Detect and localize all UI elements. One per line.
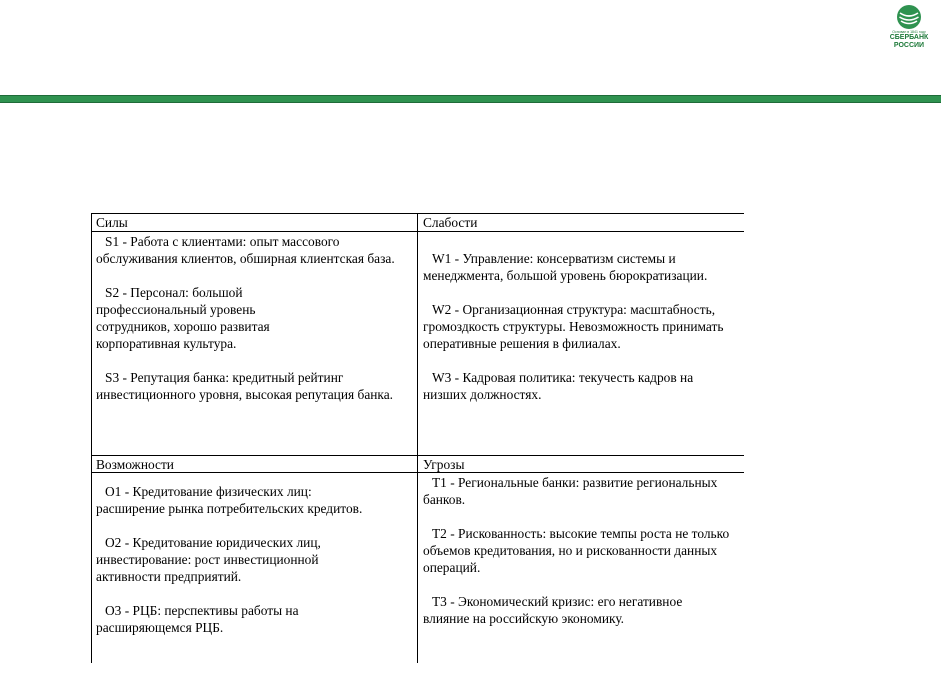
sberbank-emblem-icon: [896, 4, 922, 30]
strength-item-s3: S3 - Репутация банка: кредитный рейтинг инвестиционного уровня, высокая репутация банка.: [96, 370, 394, 402]
strength-item-s2: S2 - Персонал: большой профессиональный уровень сотрудников, хорошо развитая корпоративная культура.: [96, 285, 270, 351]
opportunities-header: Возможности: [96, 457, 174, 472]
weaknesses-header: Слабости: [423, 215, 478, 230]
opportunity-item-o3: O3 - РЦБ: перспективы работы на расширяющемся РЦБ.: [96, 603, 299, 635]
strength-item-s1: S1 - Работа с клиентами: опыт массового обслуживания клиентов, обширная клиентская база.: [96, 234, 395, 266]
threats-header: Угрозы: [423, 457, 465, 472]
column-divider: [417, 213, 418, 663]
opportunity-item-o2: O2 - Кредитование юридических лиц, инвестирование: рост инвестиционной активности предприятий.: [96, 535, 321, 584]
logo-name-line1: СБЕРБАНК: [889, 34, 929, 41]
table-left-border: [91, 213, 92, 663]
weakness-item-w2: W2 - Организационная структура: масштабность, громоздкость структуры. Невозможность принимать оперативные решения в филиалах.: [423, 302, 724, 351]
header-band: [0, 95, 941, 103]
weakness-item-w1: W1 - Управление: консерватизм системы и менеджмента, большой уровень бюрократизации.: [423, 251, 708, 283]
logo-name-line2: РОССИИ: [893, 42, 925, 49]
opportunities-cell: [96, 483, 381, 636]
threat-item-t1: T1 - Региональные банки: развитие региональных банков.: [423, 475, 718, 507]
threats-cell: [423, 474, 735, 627]
opportunity-item-o1: O1 - Кредитование физических лиц: расширение рынка потребительских кредитов.: [96, 484, 363, 516]
threat-item-t3: T3 - Экономический кризис: его негативное влияние на российскую экономику.: [423, 594, 683, 626]
strengths-header: Силы: [96, 215, 128, 230]
swot-table: [91, 213, 744, 663]
weaknesses-cell: [423, 250, 733, 403]
threat-item-t2: T2 - Рискованность: высокие темпы роста не только объемов кредитования, но и рискованности данных операций.: [423, 526, 730, 575]
weakness-item-w3: W3 - Кадровая политика: текучесть кадров на низших должностях.: [423, 370, 694, 402]
sberbank-logo: [880, 4, 938, 56]
strengths-cell: [96, 233, 408, 403]
logo-tagline: Основан в 1841 году: [892, 30, 926, 34]
